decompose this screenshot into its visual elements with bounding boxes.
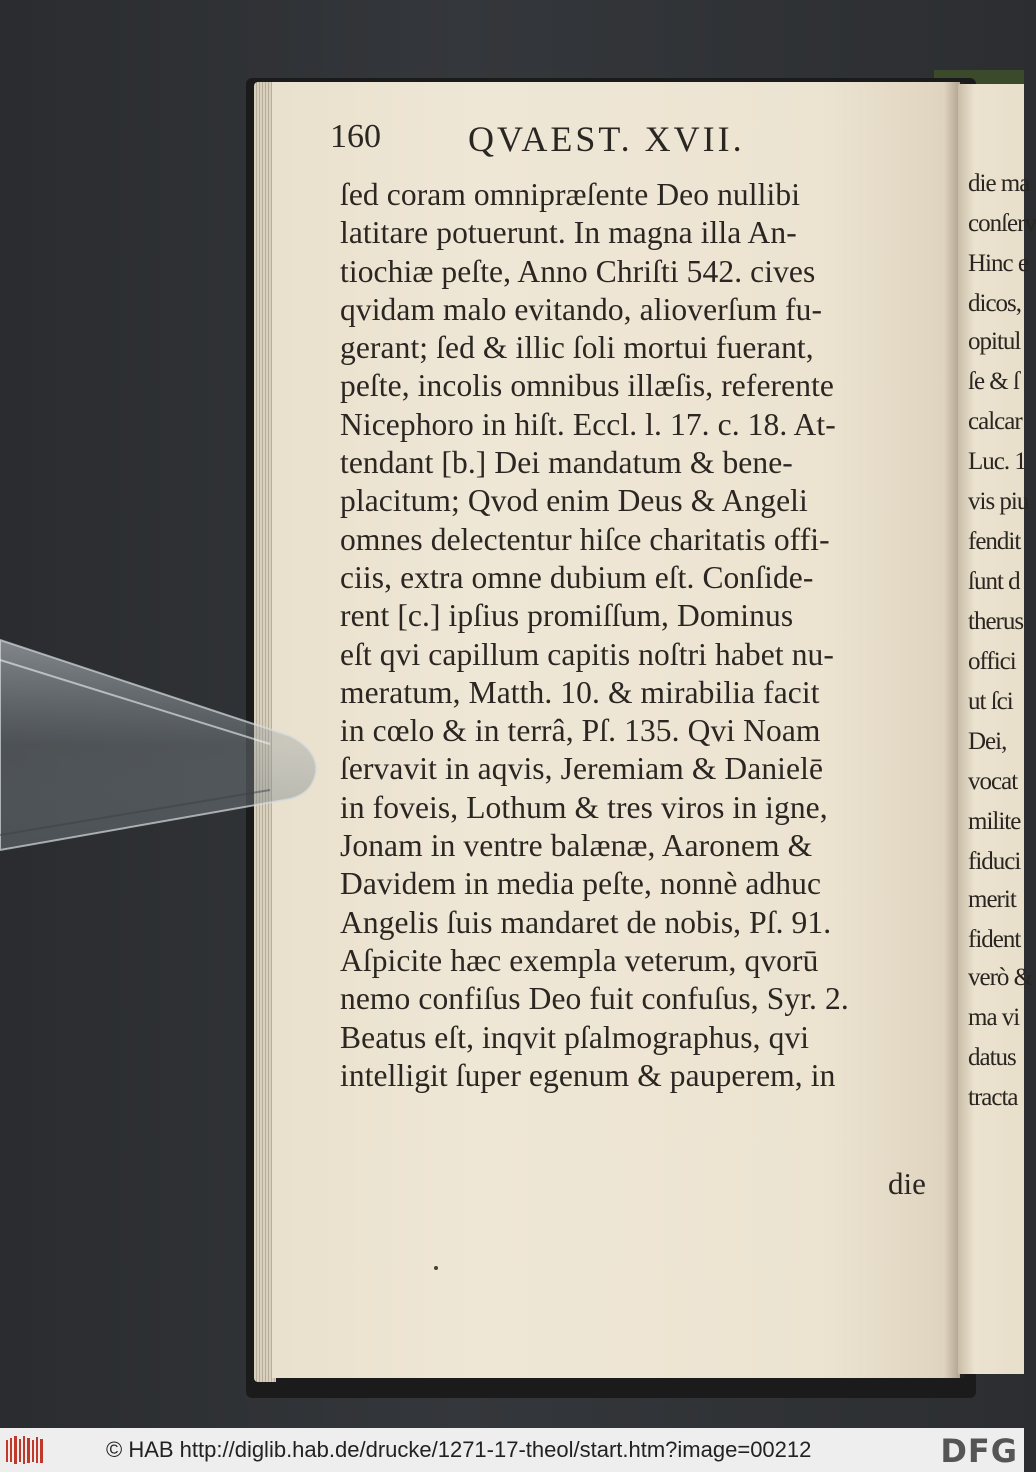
- text-line: Davidem in media peſte, nonnè adhuc: [340, 866, 822, 902]
- text-line: latitare potuerunt. In magna illa An-: [340, 215, 797, 251]
- text-line: tendant [b.] Dei mandatum & bene-: [340, 445, 793, 481]
- text-line: tiochiæ peſte, Anno Chriſti 542. cives: [340, 253, 816, 289]
- text-line: Nicephoro in hiſt. Eccl. l. 17. c. 18. At-: [340, 406, 836, 442]
- running-title: QVAEST. XVII.: [468, 119, 745, 159]
- text-line: placitum; Qvod enim Deus & Angeli: [340, 483, 808, 519]
- text-line: rent [c.] ipſius promiſſum, Dominus: [340, 598, 794, 634]
- text-line: Jonam in ventre balænæ, Aaronem &: [340, 828, 813, 864]
- footer-bar: [0, 1428, 1024, 1472]
- text-line: omnes delectentur hiſce charitatis offi-: [340, 521, 830, 557]
- facing-page-line: offici: [968, 648, 1016, 675]
- text-line: gerant; ſed & illic ſoli mortui fuerant,: [340, 330, 814, 366]
- text-line: eſt qvi capillum capitis noſtri habet nu-: [340, 636, 834, 672]
- text-line: ſervavit in aqvis, Jeremiam & Danielē: [340, 751, 824, 787]
- page-body-text: [340, 176, 940, 1095]
- paper-speck: [434, 1266, 438, 1270]
- facing-page-line: ma vi: [968, 1004, 1020, 1031]
- text-line: Beatus eſt, inqvit pſalmographus, qvi: [340, 1019, 810, 1055]
- facing-page-line: conſerv: [968, 210, 1036, 237]
- dfg-logo: DFG: [940, 1432, 1018, 1470]
- copyright-url[interactable]: © HAB http://diglib.hab.de/drucke/1271-17-theol/start.htm?image=00212: [106, 1437, 812, 1462]
- facing-page-line: Luc. 1: [968, 448, 1026, 475]
- text-line: meratum, Matth. 10. & mirabilia facit: [340, 674, 820, 710]
- hab-barcode-logo-icon: [6, 1436, 46, 1464]
- facing-page-line: merit: [968, 886, 1016, 913]
- text-line: Angelis ſuis mandaret de nobis, Pſ. 91.: [340, 904, 832, 940]
- text-line: Aſpicite hæc exempla veterum, qvorū: [340, 942, 819, 978]
- text-line: ſed coram omnipræſente Deo nullibi: [340, 177, 801, 212]
- facing-page-line: datus: [968, 1044, 1016, 1071]
- page-number: 160: [330, 118, 381, 155]
- facing-page-line: vis piu: [968, 488, 1029, 515]
- text-line: in foveis, Lothum & tres viros in igne,: [340, 789, 828, 825]
- facing-page-line: opitul: [968, 328, 1021, 355]
- facing-page-line: ſunt d: [968, 568, 1020, 595]
- catchword: die: [888, 1166, 926, 1201]
- text-line: qvidam malo evitando, alioverſum fu-: [340, 291, 823, 327]
- facing-page-line: ſe & ſ: [968, 368, 1019, 395]
- facing-page-line: tracta: [968, 1084, 1018, 1111]
- facing-page-line: fiduci: [968, 848, 1021, 875]
- text-line: ciis, extra omne dubium eſt. Conſide-: [340, 559, 814, 595]
- facing-page-line: Hinc e: [968, 250, 1028, 277]
- glass-page-holder: [0, 640, 320, 850]
- facing-page-fragment: [958, 84, 1036, 1374]
- facing-page-line: fendit: [968, 528, 1021, 555]
- text-line: in cœlo & in terrâ, Pſ. 135. Qvi Noam: [340, 713, 821, 749]
- text-line: nemo confiſus Deo fuit confuſus, Syr. 2.: [340, 981, 849, 1017]
- facing-page-line: die ma: [968, 170, 1030, 197]
- facing-page-line: vocat: [968, 768, 1018, 795]
- facing-page-line: dicos,: [968, 290, 1022, 317]
- text-line: intelligit ſuper egenum & pauperem, in: [340, 1057, 836, 1093]
- facing-page-line: fident: [968, 926, 1021, 953]
- facing-page-line: ut ſci: [968, 688, 1013, 715]
- facing-page-line: milite: [968, 808, 1021, 835]
- facing-page-line: calcar: [968, 408, 1022, 435]
- facing-page-line: therus: [968, 608, 1024, 635]
- text-line: peſte, incolis omnibus illæſis, referente: [340, 368, 834, 404]
- facing-page-line: verò &: [968, 964, 1033, 991]
- facing-page-line: Dei,: [968, 728, 1007, 755]
